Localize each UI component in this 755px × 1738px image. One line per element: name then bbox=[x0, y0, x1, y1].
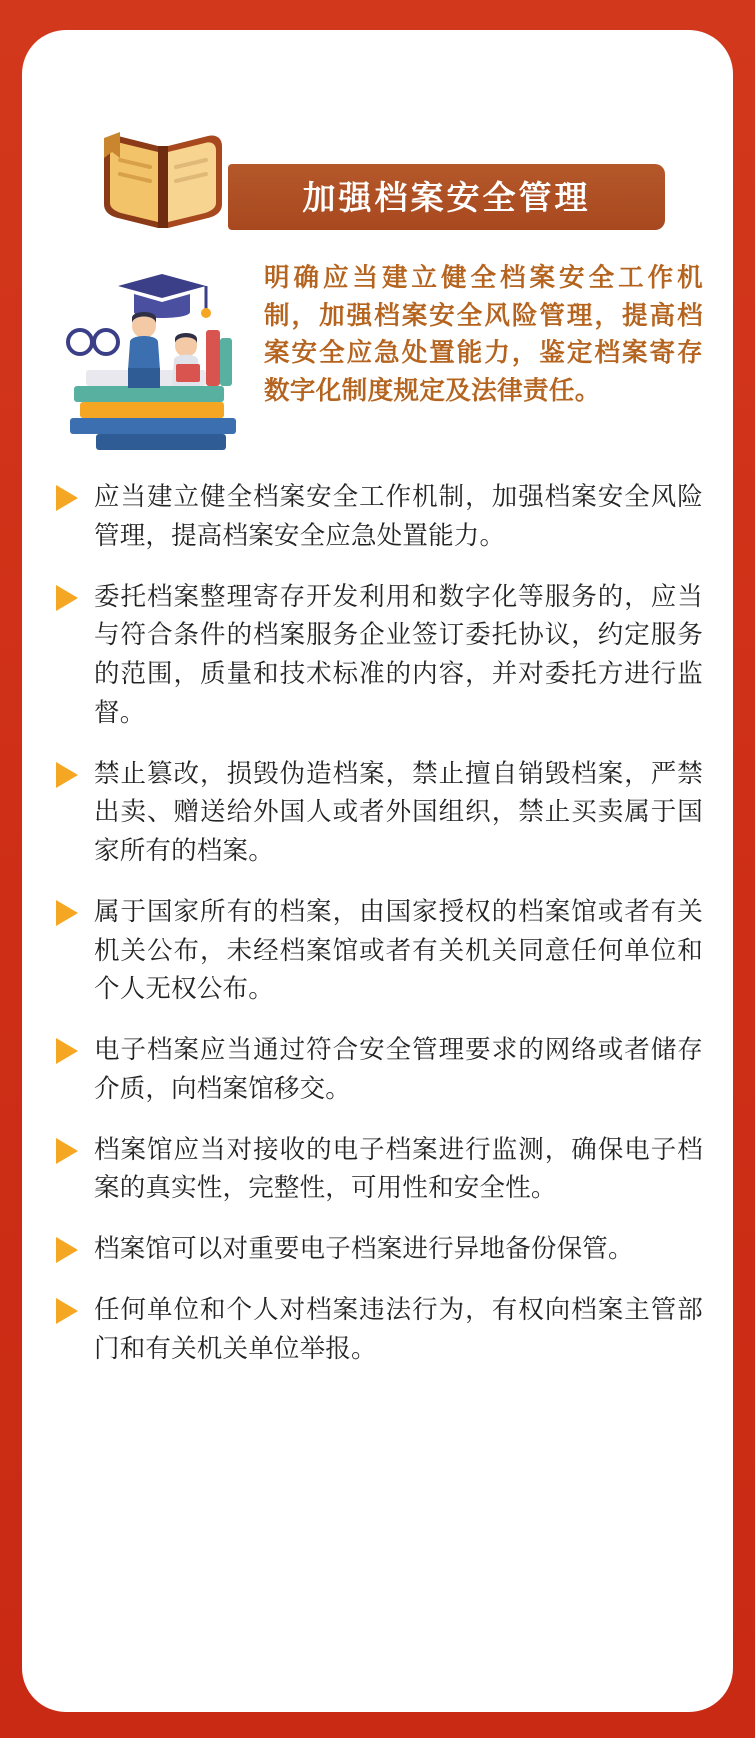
list-item bbox=[52, 478, 703, 556]
triangle-bullet-icon bbox=[52, 1038, 82, 1064]
triangle-bullet-icon bbox=[52, 1138, 82, 1164]
list-item-text: 应当建立健全档案安全工作机制，加强档案安全风险管理，提高档案安全应急处置能力。 bbox=[94, 482, 703, 551]
list-item-text: 委托档案整理寄存开发利用和数字化等服务的，应当与符合条件的档案服务企业签订委托协议，约定服务的范围，质量和技术标准的内容，并对委托方进行监督。 bbox=[94, 581, 703, 728]
list-item-text: 属于国家所有的档案，由国家授权的档案馆或者有关机关公布，未经档案馆或者有关机关同意任何单位和个人无权公布。 bbox=[94, 896, 703, 1005]
list-item-text: 禁止篡改，损毁伪造档案，禁止擅自销毁档案，严禁出卖、赠送给外国人或者外国组织，禁止买卖属于国家所有的档案。 bbox=[94, 758, 703, 866]
list-item-text: 任何单位和个人对档案违法行为，有权向档案主管部门和有关机关单位举报。 bbox=[94, 1294, 703, 1364]
provision-list bbox=[52, 478, 703, 1368]
list-item bbox=[52, 1031, 703, 1109]
title-banner bbox=[228, 164, 665, 230]
list-item-text: 档案馆可以对重要电子档案进行异地备份保管。 bbox=[94, 1234, 634, 1264]
intro-section bbox=[52, 260, 703, 456]
list-item bbox=[52, 1230, 703, 1269]
list-item bbox=[52, 755, 703, 871]
page-title: 加强档案安全管理 bbox=[302, 177, 591, 217]
triangle-bullet-icon bbox=[52, 762, 82, 788]
content-card bbox=[22, 30, 733, 1712]
triangle-bullet-icon bbox=[52, 485, 82, 511]
list-item bbox=[52, 1291, 703, 1369]
intro-text: 明确应当建立健全档案安全工作机制，加强档案安全风险管理，提高档案安全应急处置能力，鉴定档案寄存数字化制度规定及法律责任。 bbox=[264, 263, 703, 407]
list-item bbox=[52, 578, 703, 733]
list-item bbox=[52, 1131, 703, 1209]
list-item-text: 档案馆应当对接收的电子档案进行监测，确保电子档案的真实性，完整性，可用性和安全性。 bbox=[94, 1134, 703, 1204]
triangle-bullet-icon bbox=[52, 1298, 82, 1324]
header bbox=[52, 64, 703, 217]
list-item bbox=[52, 893, 703, 1009]
list-item-text: 电子档案应当通过符合安全管理要求的网络或者储存介质，向档案馆移交。 bbox=[94, 1035, 703, 1104]
triangle-bullet-icon bbox=[52, 900, 82, 926]
students-reading-books-illustration bbox=[56, 268, 252, 458]
triangle-bullet-icon bbox=[52, 585, 82, 611]
triangle-bullet-icon bbox=[52, 1237, 82, 1263]
open-book-icon bbox=[98, 128, 228, 232]
